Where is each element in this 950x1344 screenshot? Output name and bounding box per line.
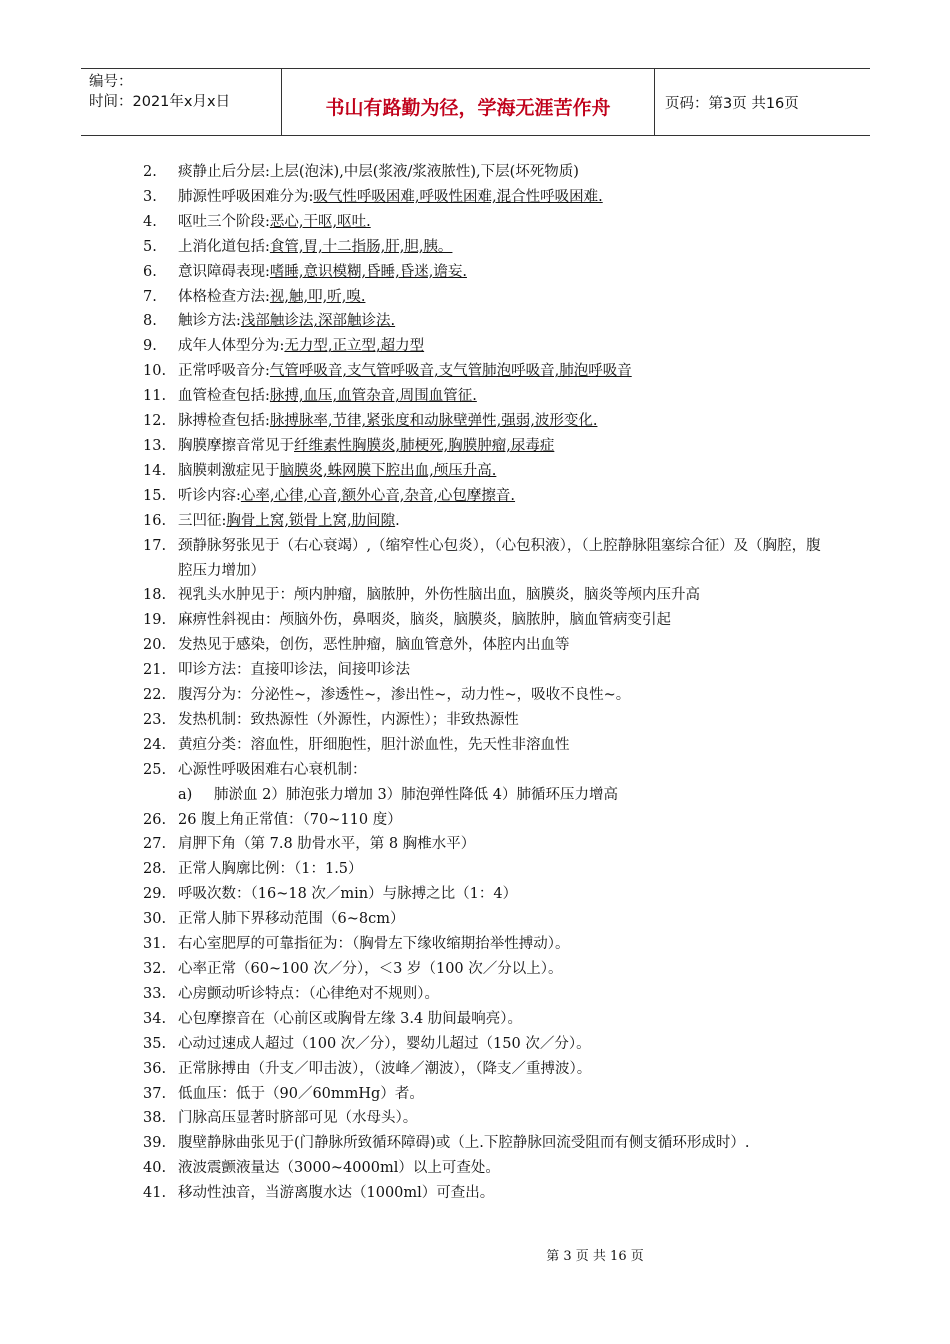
item-text: 心率正常（60~100 次／分），＜3 岁（100 次／分以上）。	[178, 961, 563, 977]
item-text: 心包摩擦音在（心前区或胸骨左缘 3.4 肋间最响亮）。	[178, 1010, 523, 1027]
item-text: 肩胛下角（第 7.8 肋骨水平，第 8 胸椎水平）	[178, 836, 476, 853]
item-underlined-answer: 恶心,干呕,呕吐.	[269, 213, 371, 230]
item-number: 41.	[143, 1185, 167, 1202]
item-underlined-answer: 浅部触诊法,深部触诊法.	[240, 313, 396, 330]
item-prefix: 胸膜摩擦音常见于	[178, 437, 294, 454]
list-item	[143, 758, 833, 783]
item-underlined-answer: 气管呼吸音,支气管呼吸音,支气管肺泡呼吸音,肺泡呼吸音	[269, 363, 632, 380]
list-item	[143, 359, 833, 384]
item-text: 心源性呼吸困难右心衰机制：	[178, 761, 367, 778]
item-number: 12.	[143, 413, 167, 430]
item-text: 发热机制：致热源性（外源性，内源性）；非致热源性	[178, 711, 519, 728]
item-prefix: 触诊方法:	[178, 313, 241, 330]
list-item	[143, 309, 833, 334]
list-item	[143, 1082, 833, 1107]
item-text	[178, 285, 833, 310]
item-text	[178, 334, 833, 359]
list-item	[143, 534, 833, 584]
item-text	[178, 434, 833, 459]
item-number: 5.	[143, 238, 157, 255]
item-text: 正常脉搏由（升支／叩击波），（波峰／潮波），（降支／重搏波）。	[178, 1060, 592, 1077]
item-prefix: 肺源性呼吸困难分为:	[178, 188, 314, 205]
item-number: 40.	[143, 1160, 167, 1177]
list-item	[143, 434, 833, 459]
list-item	[143, 882, 833, 907]
item-underlined-answer: 脉搏脉率,节律,紧张度和动脉壁弹性,强弱,波形变化.	[269, 413, 598, 430]
item-underlined-answer: 嗜睡,意识模糊,昏睡,昏迷,谵妄.	[269, 263, 467, 280]
item-text: 叩诊方法：直接叩诊法，间接叩诊法	[178, 662, 410, 679]
page-footer: 第 3 页 共 16 页	[546, 1249, 644, 1264]
item-number: 14.	[143, 462, 167, 479]
item-underlined-answer: 胸骨上窝,锁骨上窝,肋间隙	[226, 512, 396, 529]
item-text: 心动过速成人超过（100 次／分），婴幼儿超过（150 次／分）。	[178, 1035, 591, 1052]
item-number: 6.	[143, 263, 157, 280]
item-prefix: 脑膜刺激症见于	[178, 462, 280, 479]
item-text: 低血压：低于（90／60mmHg）者。	[178, 1085, 424, 1102]
list-item	[143, 210, 833, 235]
list-item	[143, 783, 833, 808]
item-number: 30.	[143, 911, 167, 928]
item-prefix: 血管检查包括:	[178, 388, 270, 405]
item-number: 25.	[143, 761, 167, 778]
item-text: 腹壁静脉曲张见于(门静脉所致循环障碍)或（上.下腔静脉回流受阻而有侧支循环形成时）.	[178, 1135, 750, 1152]
item-number: 32.	[143, 961, 167, 977]
header-motto: 书山有路勤为径，学海无涯苦作舟	[282, 69, 655, 135]
item-text: 心房颤动听诊特点：（心律绝对不规则）。	[178, 985, 439, 1002]
list-item	[143, 160, 833, 185]
item-number: 13.	[143, 437, 167, 454]
item-suffix: .	[395, 512, 400, 529]
item-text	[178, 235, 833, 260]
item-number: 38.	[143, 1110, 167, 1127]
list-item	[143, 658, 833, 683]
item-prefix: 意识障碍表现:	[178, 263, 270, 280]
item-text: 门脉高压显著时脐部可见（水母头）。	[178, 1110, 418, 1127]
header-page-info: 页码：第3页 共16页	[665, 95, 799, 112]
item-text: 液波震颤液量达（3000~4000ml）以上可查处。	[178, 1160, 500, 1177]
item-text: 正常人肺下界移动范围（6~8cm）	[178, 911, 405, 928]
item-underlined-answer: 吸气性呼吸困难,呼吸性困难,混合性呼吸困难.	[313, 188, 603, 205]
header-meta	[81, 69, 282, 135]
list-item	[143, 235, 833, 260]
list-item	[143, 409, 833, 434]
item-text: 26 腹上角正常值：（70~110 度）	[178, 811, 402, 828]
item-number: 19.	[143, 612, 167, 629]
item-prefix: 上消化道包括:	[178, 238, 270, 255]
item-text: 右心室肥厚的可靠指征为：（胸骨左下缘收缩期抬举性搏动）。	[178, 936, 570, 953]
list-item	[143, 608, 833, 633]
item-text	[178, 210, 833, 235]
item-number: 3.	[143, 188, 157, 205]
item-prefix: 成年人体型分为:	[178, 338, 285, 355]
item-number: 28.	[143, 861, 167, 878]
item-prefix: 脉搏检查包括:	[178, 413, 270, 430]
list-item	[143, 957, 833, 982]
item-number: 26.	[143, 811, 167, 828]
item-number: 27.	[143, 836, 167, 853]
list-item	[143, 459, 833, 484]
list-item	[143, 1131, 833, 1156]
list-item	[143, 708, 833, 733]
item-text: 视乳头水肿见于：颅内肿瘤，脑脓肿，外伤性脑出血，脑膜炎，脑炎等颅内压升高	[178, 587, 700, 604]
header-date: 时间：2021年x月x日	[89, 94, 231, 110]
item-number: 20.	[143, 637, 167, 654]
item-text: 痰静止后分层:上层(泡沫),中层(浆液/浆液脓性),下层(坏死物质)	[178, 164, 579, 180]
item-number: 29.	[143, 886, 167, 903]
list-item	[143, 907, 833, 932]
list-item	[143, 1032, 833, 1057]
item-text	[178, 309, 833, 334]
item-text	[178, 509, 833, 534]
list-item	[143, 832, 833, 857]
list-item	[143, 509, 833, 534]
list-item	[143, 633, 833, 658]
item-prefix: 听诊内容:	[178, 487, 241, 504]
item-prefix: 正常呼吸音分:	[178, 363, 270, 380]
list-item	[143, 932, 833, 957]
item-number: a)	[178, 786, 193, 803]
item-underlined-answer: 脉搏,血压,血管杂音,周围血管征.	[269, 388, 477, 405]
item-number: 8.	[143, 313, 157, 330]
item-underlined-answer: 视,触,叩,听,嗅.	[269, 288, 366, 305]
item-number: 33.	[143, 985, 167, 1002]
list-item	[143, 1057, 833, 1082]
list-item	[143, 334, 833, 359]
item-number: 23.	[143, 711, 167, 728]
item-text: 发热见于感染，创伤，恶性肿瘤，脑血管意外，体腔内出血等	[178, 637, 570, 654]
item-number: 18.	[143, 587, 167, 604]
item-number: 7.	[143, 288, 157, 305]
item-number: 2.	[143, 164, 157, 180]
item-prefix: 三凹征:	[178, 512, 227, 529]
item-text	[178, 459, 833, 484]
item-text: 腹泻分为：分泌性~，渗透性~，渗出性~，动力性~，吸收不良性~。	[178, 687, 631, 704]
item-prefix: 体格检查方法:	[178, 288, 270, 305]
page-header	[81, 68, 870, 136]
item-underlined-answer: 心率,心律,心音,额外心音,杂音,心包摩擦音.	[240, 487, 516, 504]
item-text: 正常人胸廓比例：（1：1.5）	[178, 861, 363, 878]
list-item	[143, 808, 833, 833]
item-text	[178, 484, 833, 509]
item-text: 肺淤血 2）肺泡张力增加 3）肺泡弹性降低 4）肺循环压力增高	[214, 786, 619, 803]
item-number: 21.	[143, 662, 167, 679]
item-number: 15.	[143, 487, 167, 504]
item-number: 36.	[143, 1060, 167, 1077]
item-text: 麻痹性斜视由：颅脑外伤，鼻咽炎，脑炎，脑膜炎，脑脓肿，脑血管病变引起	[178, 612, 671, 629]
item-text	[178, 185, 833, 210]
item-number: 11.	[143, 388, 167, 405]
item-number: 10.	[143, 363, 167, 380]
list-item	[143, 1156, 833, 1181]
list-item	[143, 1181, 833, 1206]
item-text: 呼吸次数：（16~18 次／min）与脉搏之比（1：4）	[178, 886, 518, 903]
item-number: 17.	[143, 537, 167, 554]
list-item	[143, 1106, 833, 1131]
item-text	[178, 359, 833, 384]
item-number: 9.	[143, 338, 157, 355]
list-item	[143, 683, 833, 708]
item-underlined-answer: 食管,胃,十二指肠,肝,胆,胰。	[269, 238, 453, 255]
item-number: 39.	[143, 1135, 167, 1152]
list-item	[143, 260, 833, 285]
item-number: 35.	[143, 1035, 167, 1052]
list-item	[143, 982, 833, 1007]
item-text: 移动性浊音，当游离腹水达（1000ml）可查出。	[178, 1185, 495, 1202]
item-text: 颈静脉努张见于（右心衰竭）,（缩窄性心包炎），（心包积液），（上腔静脉阻塞综合征）及（胸腔，腹腔压力增加）	[178, 537, 821, 579]
list-item	[143, 484, 833, 509]
list-item	[143, 285, 833, 310]
item-number: 4.	[143, 213, 157, 230]
list-item	[143, 1007, 833, 1032]
item-underlined-answer: 脑膜炎,蛛网膜下腔出血,颅压升高.	[279, 462, 497, 479]
item-text	[178, 409, 833, 434]
item-text	[178, 260, 833, 285]
item-underlined-answer: 无力型,正立型,超力型	[284, 338, 425, 355]
content-list	[143, 160, 833, 1206]
item-text	[178, 384, 833, 409]
item-text: 黄疸分类：溶血性，肝细胞性，胆汁淤血性，先天性非溶血性	[178, 736, 570, 753]
item-prefix: 呕吐三个阶段:	[178, 213, 270, 230]
item-underlined-answer: 纤维素性胸膜炎,肺梗死,胸膜肿瘤,尿毒症	[294, 437, 555, 454]
item-number: 24.	[143, 736, 167, 753]
list-item	[143, 857, 833, 882]
item-number: 34.	[143, 1010, 167, 1027]
list-item	[143, 185, 833, 210]
list-item	[143, 583, 833, 608]
item-number: 16.	[143, 512, 167, 529]
item-number: 31.	[143, 936, 167, 953]
item-number: 37.	[143, 1085, 167, 1102]
list-item	[143, 384, 833, 409]
item-number: 22.	[143, 687, 167, 704]
header-number-label: 编号：	[89, 74, 133, 90]
list-item	[143, 733, 833, 758]
